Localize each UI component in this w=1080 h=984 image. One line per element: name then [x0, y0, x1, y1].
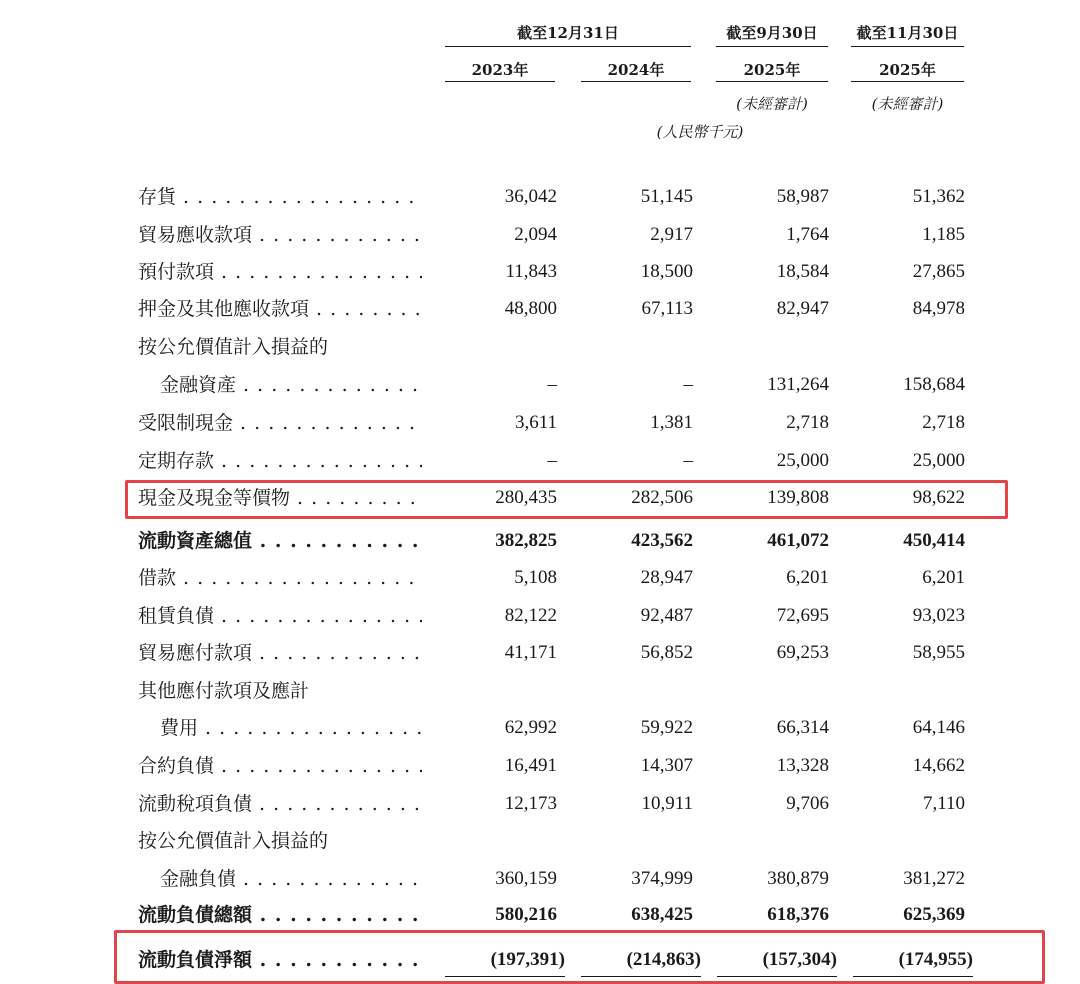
table-row [0, 638, 1080, 668]
net-rule-2025-nov [853, 976, 973, 977]
cell-2025-nov: 14,662 [912, 755, 965, 776]
cell-2025-nov: 64,146 [912, 717, 965, 738]
cell-2024: – [683, 450, 693, 471]
cell-2025-nov: 2,718 [922, 412, 965, 433]
row-label: 按公允價值計入損益的 [138, 336, 329, 358]
cell-2023: 62,992 [504, 717, 557, 738]
cell-2024: 14,307 [640, 755, 693, 776]
cell-2024: 374,999 [631, 868, 693, 889]
net-rule-2024 [581, 976, 701, 977]
cell-2025-nov: 93,023 [912, 605, 965, 626]
cell-2024: 638,425 [631, 904, 693, 925]
header-rule-2024 [581, 81, 691, 82]
net-rule-2023 [445, 976, 565, 977]
cell-2025-nov: 51,362 [912, 186, 965, 207]
cell-2024: 1,381 [650, 412, 693, 433]
row-label: 費用 . . . [160, 713, 422, 743]
cell-2024: 282,506 [631, 487, 693, 508]
cell-2025-sep: 131,264 [767, 374, 829, 395]
cell-2025-sep: 66,314 [776, 717, 829, 738]
cell-2025-nov: 6,201 [922, 567, 965, 588]
header-group-nov30: 截至11月30日 [856, 24, 959, 42]
cell-2025-nov: 58,955 [912, 642, 965, 663]
table-row [0, 446, 1080, 476]
table-row [0, 220, 1080, 250]
cell-2025-nov: 27,865 [912, 261, 965, 282]
cell-2023: 382,825 [495, 530, 557, 551]
cell-2024: 92,487 [640, 605, 693, 626]
row-label: 借款 . . . [138, 563, 422, 593]
header-rule-2025-nov [851, 81, 964, 82]
cell-2023: 12,173 [504, 793, 557, 814]
cell-2024: 28,947 [640, 567, 693, 588]
cell-2025-sep: 2,718 [786, 412, 829, 433]
row-label: 金融負債 . . . [160, 864, 422, 894]
cell-2024: 51,145 [640, 186, 693, 207]
cell-2024: (214,863) [626, 949, 701, 970]
cell-2025-sep: 18,584 [776, 261, 829, 282]
table-row [0, 294, 1080, 324]
row-label: 預付款項 . . . [138, 257, 422, 287]
cell-2023: 5,108 [514, 567, 557, 588]
table-row [0, 601, 1080, 631]
header-year-2025-sep: 2025年 [743, 61, 801, 79]
cell-2025-sep: 139,808 [767, 487, 829, 508]
table-row [0, 751, 1080, 781]
row-label: 流動稅項負債 . . . [138, 789, 422, 819]
table-row [0, 408, 1080, 438]
cell-2025-sep: 9,706 [786, 793, 829, 814]
cell-2023: 280,435 [495, 487, 557, 508]
cell-2023: 16,491 [504, 755, 557, 776]
cell-2023: 41,171 [504, 642, 557, 663]
cell-2023: 36,042 [504, 186, 557, 207]
table-row [0, 789, 1080, 819]
cell-2025-sep: 58,987 [776, 186, 829, 207]
row-label: 流動資產總值 . . . [138, 526, 422, 556]
cell-2024: 10,911 [641, 793, 693, 814]
header-rule-2025-sep [716, 81, 828, 82]
cell-2025-sep: 25,000 [776, 450, 829, 471]
row-label: 其他應付款項及應計 [138, 680, 310, 702]
row-label: 貿易應付款項 . . . [138, 638, 422, 668]
cell-2023: 580,216 [495, 904, 557, 925]
row-label: 受限制現金 . . . [138, 408, 422, 438]
cell-2025-nov: 7,110 [922, 793, 965, 814]
unaudited-note-nov: (未經審計) [871, 95, 944, 113]
header-rule-dec31 [445, 46, 691, 47]
cell-2025-nov: (174,955) [898, 949, 973, 970]
cell-2025-nov: 84,978 [912, 298, 965, 319]
table-row [0, 483, 1080, 513]
cell-2024: – [683, 374, 693, 395]
cell-2025-sep: 69,253 [776, 642, 829, 663]
cell-2024: 2,917 [650, 224, 693, 245]
header-group-dec31: 截至12月31日 [517, 24, 619, 42]
table-row-total [0, 526, 1080, 556]
cell-2025-nov: 625,369 [903, 904, 965, 925]
header-year-2025-nov: 2025年 [879, 61, 936, 79]
cell-2023: 11,843 [505, 261, 557, 282]
cell-2025-sep: 6,201 [786, 567, 829, 588]
table-row-total [0, 900, 1080, 930]
header-year-2024: 2024年 [607, 61, 665, 79]
unaudited-note-sep: (未經審計) [736, 95, 808, 113]
table-row [0, 332, 1080, 362]
table-row [0, 864, 1080, 894]
header-year-2023: 2023年 [471, 61, 529, 79]
cell-2023: 360,159 [495, 868, 557, 889]
cell-2025-sep: 618,376 [767, 904, 829, 925]
cell-2024: 67,113 [641, 298, 693, 319]
row-label: 金融資產 . . . [160, 370, 422, 400]
cell-2025-sep: 82,947 [776, 298, 829, 319]
cell-2023: – [547, 374, 557, 395]
row-label: 合約負債 . . . [138, 751, 422, 781]
cell-2025-nov: 450,414 [903, 530, 965, 551]
row-label: 租賃負債 . . . [138, 601, 422, 631]
header-rule-sep30 [716, 46, 828, 47]
row-label: 定期存款 . . . [138, 446, 422, 476]
cell-2025-sep: 461,072 [767, 530, 829, 551]
cell-2025-sep: (157,304) [762, 949, 837, 970]
cell-2025-sep: 13,328 [776, 755, 829, 776]
cell-2025-nov: 158,684 [903, 374, 965, 395]
cell-2023: 82,122 [504, 605, 557, 626]
cell-2025-sep: 72,695 [776, 605, 829, 626]
cell-2025-nov: 1,185 [922, 224, 965, 245]
header-rule-nov30 [851, 46, 964, 47]
table-row [0, 370, 1080, 400]
table-row [0, 676, 1080, 706]
table-row [0, 182, 1080, 212]
cell-2023: 48,800 [504, 298, 557, 319]
row-label: 貿易應收款項 . . . [138, 220, 422, 250]
cell-2023: 3,611 [514, 412, 557, 433]
unit-note: (人民幣千元) [656, 123, 744, 141]
header-rule-2023 [445, 81, 555, 82]
table-row [0, 563, 1080, 593]
cell-2025-nov: 25,000 [912, 450, 965, 471]
row-label: 現金及現金等價物 . . . [138, 483, 422, 513]
row-label: 流動負債總額 . . . [138, 900, 422, 930]
cell-2023: 2,094 [514, 224, 557, 245]
row-label: 押金及其他應收款項 . . . [138, 294, 422, 324]
table-row-net [0, 945, 1080, 975]
cell-2023: – [547, 450, 557, 471]
net-rule-2025-sep [717, 976, 837, 977]
cell-2025-nov: 98,622 [912, 487, 965, 508]
cell-2024: 59,922 [640, 717, 693, 738]
cell-2025-sep: 380,879 [767, 868, 829, 889]
cell-2025-nov: 381,272 [903, 868, 965, 889]
table-row [0, 257, 1080, 287]
header-group-sep30: 截至9月30日 [726, 24, 818, 42]
table-row [0, 713, 1080, 743]
row-label: 存貨 . . . [138, 182, 422, 212]
row-label: 流動負債淨額 . . . [138, 945, 422, 975]
row-label: 按公允價值計入損益的 [138, 830, 329, 852]
cell-2023: (197,391) [490, 949, 565, 970]
cell-2024: 18,500 [640, 261, 693, 282]
cell-2024: 423,562 [631, 530, 693, 551]
cell-2025-sep: 1,764 [786, 224, 829, 245]
table-row [0, 826, 1080, 856]
cell-2024: 56,852 [640, 642, 693, 663]
